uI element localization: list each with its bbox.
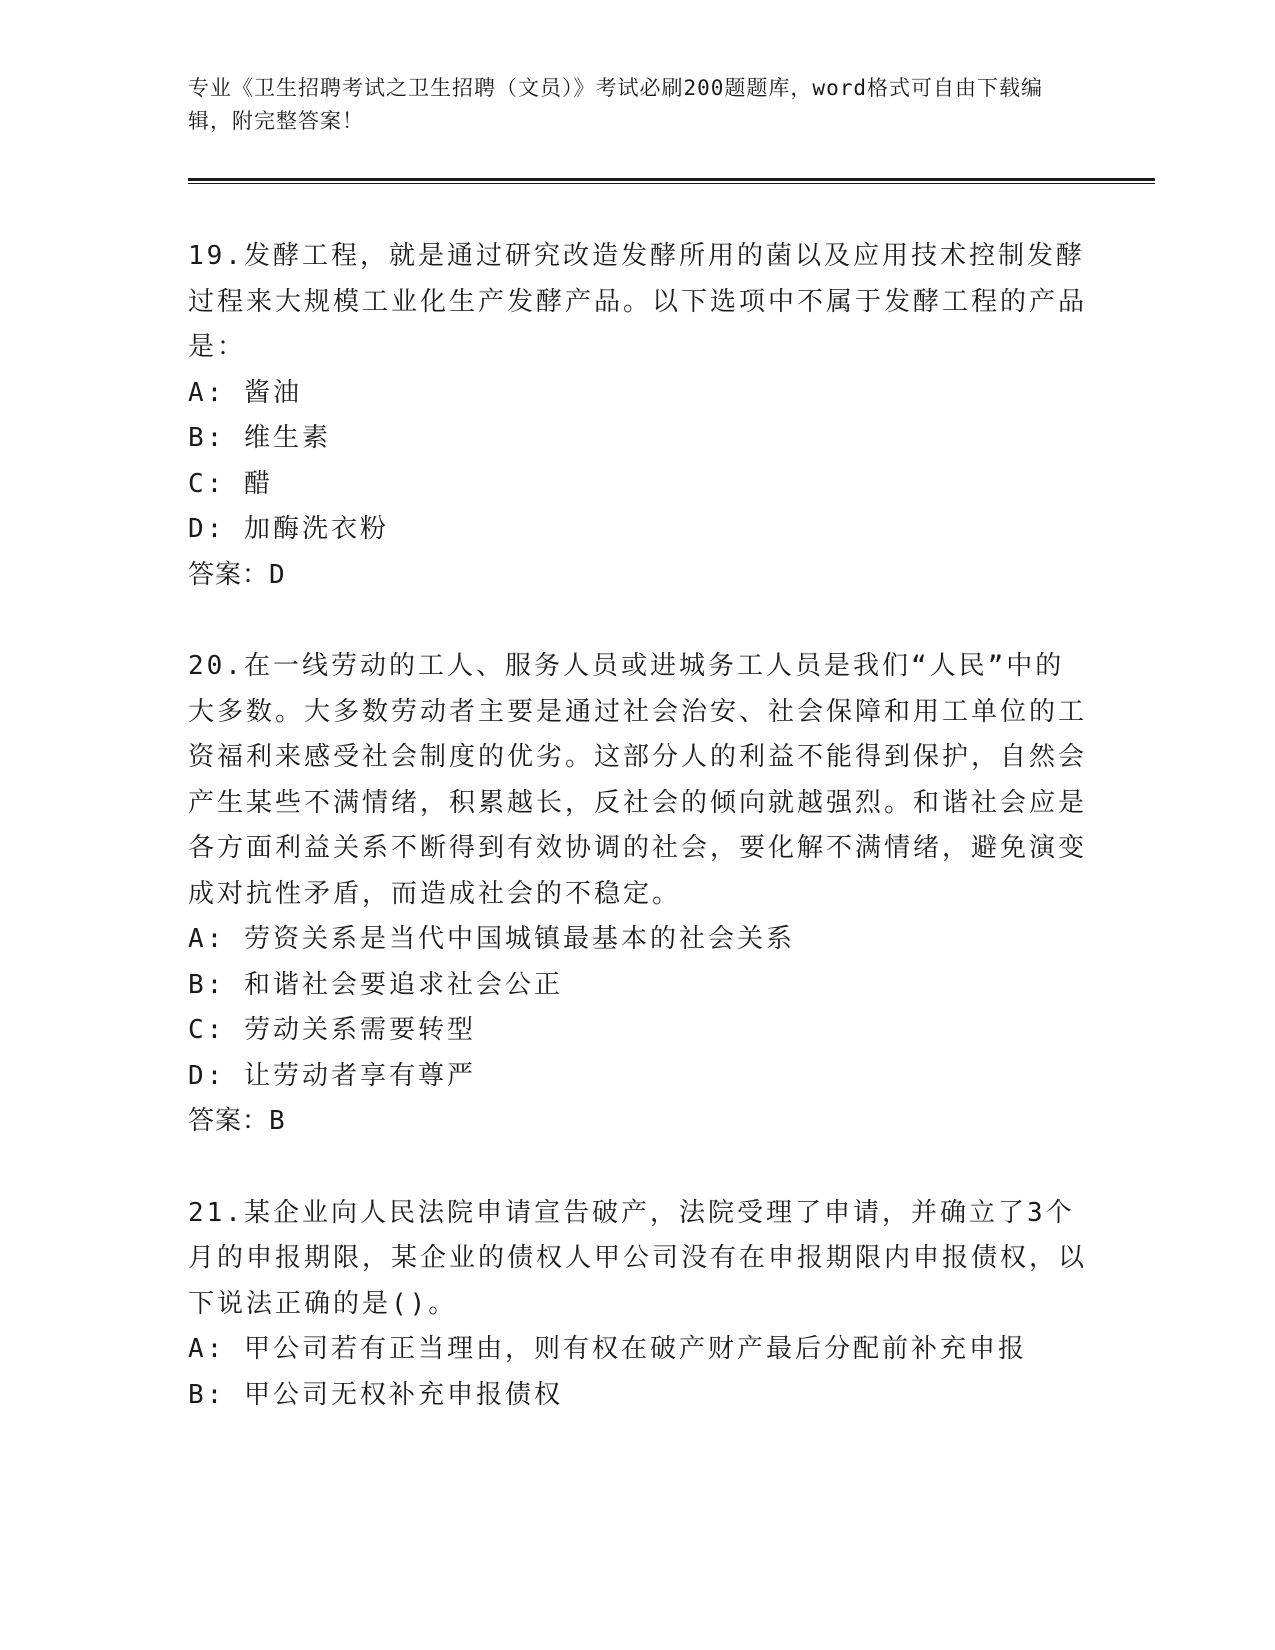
question-stem: 19.发酵工程，就是通过研究改造发酵所用的菌以及应用技术控制发酵过程来大规模工业化生产发酵产品。以下选项中不属于发酵工程的产品是： [188, 241, 1088, 362]
answer-line: 答案：D [188, 559, 286, 590]
question-list [188, 234, 1088, 1464]
header-divider-thick [188, 178, 1155, 181]
option-b: B: 甲公司无权补充申报债权 [188, 1379, 563, 1410]
option-d: D: 加酶洗衣粉 [188, 514, 389, 544]
document-header [188, 72, 1068, 138]
question-stem: 21.某企业向人民法院申请宣告破产，法院受理了申请，并确立了3个月的申报期限，某企业的债权人甲公司没有在申报期限内申报债权，以下说法正确的是()。 [188, 1197, 1088, 1319]
option-b: B: 维生素 [188, 423, 331, 453]
header-divider-thin [188, 183, 1155, 184]
option-a: A: 劳资关系是当代中国城镇最基本的社会关系 [188, 924, 795, 954]
option-b: B: 和谐社会要追求社会公正 [188, 969, 563, 1000]
question-21 [188, 1191, 1088, 1419]
header-text: 专业《卫生招聘考试之卫生招聘（文员）》考试必刷200题题库，word格式可自由下载编辑，附完整答案！ [188, 76, 1043, 133]
answer-line: 答案：B [188, 1106, 286, 1136]
option-c: C: 劳动关系需要转型 [188, 1015, 476, 1045]
option-d: D: 让劳动者享有尊严 [188, 1060, 476, 1091]
option-a: A: 酱油 [188, 377, 302, 408]
option-a: A: 甲公司若有正当理由，则有权在破产财产最后分配前补充申报 [188, 1334, 1027, 1364]
question-stem: 20.在一线劳动的工人、服务人员或进城务工人员是我们“人民”中的大多数。大多数劳动者主要是通过社会治安、社会保障和用工单位的工资福利来感受社会制度的优劣。这部分人的利益不能得到保护，自然会产生某些不满情绪，积累越长，反社会的倾向就越强烈。和谐社会应是各方面利益关系不断得到有效协调的社会，要化解不满情绪，避免演变成对抗性矛盾，而造成社会的不稳定。 [188, 651, 1088, 909]
question-20 [188, 644, 1088, 1145]
question-19 [188, 234, 1088, 598]
option-c: C: 醋 [188, 468, 273, 499]
